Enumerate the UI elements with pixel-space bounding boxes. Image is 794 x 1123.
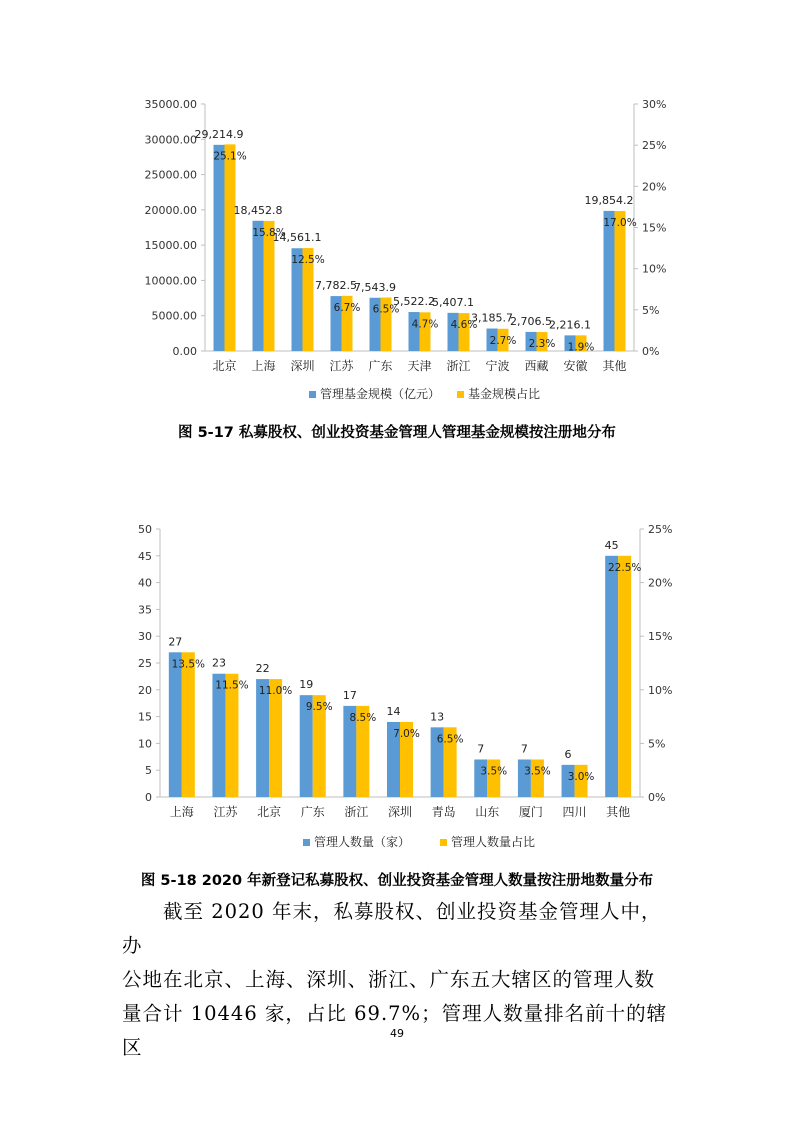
bar-value-label: 7	[477, 742, 485, 756]
bar-value-label: 19	[299, 678, 314, 692]
category-label: 其他	[602, 359, 627, 373]
bar-value-label: 7,543.9	[354, 280, 396, 294]
left-axis-tick-label: 10000.00	[144, 274, 197, 288]
category-label: 广东	[300, 805, 325, 819]
right-axis-tick-label: 30%	[642, 98, 667, 111]
left-axis-tick-label: 20000.00	[144, 203, 197, 217]
paragraph-line-2: 公地在北京、上海、深圳、浙江、广东五大辖区的管理人数	[122, 968, 656, 991]
figure-5-18-caption: 图 5-18 2020 年新登记私募股权、创业投资基金管理人数量按注册地数量分布	[140, 873, 654, 889]
category-label: 宁波	[485, 359, 510, 373]
right-axis-tick-label: 5%	[642, 303, 660, 317]
bar-value-label: 14,561.1	[272, 231, 322, 245]
category-label: 四川	[562, 805, 587, 819]
bar-primary	[605, 556, 618, 797]
bar-value-label: 7	[520, 742, 528, 756]
bar-share-label: 12.5%	[291, 254, 325, 267]
page-number: 49	[390, 1027, 404, 1040]
figure-5-17-caption: 图 5-17 私募股权、创业投资基金管理人管理基金规模按注册地分布	[178, 425, 616, 441]
right-axis-tick-label: 0%	[648, 791, 666, 804]
left-axis-tick-label: 50	[138, 523, 152, 536]
left-axis-tick-label: 25000.00	[144, 168, 197, 182]
category-label: 天津	[407, 359, 432, 373]
bar-value-label: 2,216.1	[549, 318, 591, 332]
bar-share-label: 2.7%	[489, 334, 517, 347]
right-axis-tick-label: 25%	[648, 523, 673, 536]
category-label: 西藏	[524, 359, 549, 373]
left-axis-tick-label: 20	[138, 683, 152, 697]
bar-share-label: 4.6%	[450, 319, 478, 332]
category-label: 安徽	[563, 359, 588, 373]
legend-swatch-primary	[303, 839, 310, 846]
bar-share-label: 4.7%	[411, 318, 439, 331]
bar-share-label: 15.8%	[252, 226, 286, 239]
bar-value-label: 2,706.5	[510, 314, 552, 328]
bar-value-label: 7,782.5	[315, 279, 357, 293]
bar-value-label: 6	[564, 747, 572, 761]
right-axis-tick-label: 20%	[648, 576, 673, 590]
bar-share-label: 11.5%	[215, 679, 249, 692]
bar-share-label: 25.1%	[213, 150, 247, 163]
category-label: 深圳	[387, 805, 413, 819]
category-label: 江苏	[213, 805, 238, 819]
bar-value-label: 5,407.1	[432, 295, 474, 309]
bar-share	[182, 652, 195, 797]
bar-share-label: 11.0%	[258, 685, 293, 698]
bar-primary	[212, 674, 225, 797]
left-axis-tick-label: 0.00	[172, 345, 197, 358]
right-axis-tick-label: 15%	[648, 630, 673, 644]
bar-share-label: 3.0%	[567, 770, 595, 783]
bar-value-label: 5,522.2	[393, 295, 435, 309]
right-axis-tick-label: 20%	[642, 180, 667, 194]
legend-label-share: 基金规模占比	[468, 387, 541, 401]
right-axis-tick-label: 0%	[642, 345, 660, 358]
bar-primary	[169, 652, 182, 797]
bar-share	[618, 556, 631, 797]
left-axis-tick-label: 15000.00	[144, 239, 197, 253]
bar-share-label: 22.5%	[608, 561, 642, 574]
left-axis-tick-label: 35	[138, 603, 152, 617]
left-axis-tick-label: 10	[138, 737, 152, 751]
left-axis-tick-label: 5000.00	[151, 309, 197, 323]
left-axis-tick-label: 25	[138, 657, 152, 670]
bar-share-label: 7.0%	[393, 727, 420, 740]
bar-value-label: 19,854.2	[584, 193, 634, 207]
legend-label-primary: 管理人数量（家）	[314, 835, 411, 849]
bar-share-label: 2.3%	[528, 338, 556, 351]
category-label: 厦门	[518, 805, 543, 819]
left-axis-tick-label: 40	[138, 576, 152, 590]
legend-label-share: 管理人数量占比	[451, 835, 536, 849]
bar-share	[225, 674, 238, 797]
left-axis-tick-label: 35000.00	[144, 98, 197, 111]
bar-value-label: 18,452.8	[233, 203, 283, 217]
left-axis-tick-label: 5	[145, 764, 152, 778]
right-axis-tick-label: 10%	[648, 683, 673, 697]
paragraph-line-3: 量合计 10446 家，占比 69.7%；管理人数量排名前十的辖区	[122, 1002, 668, 1059]
left-axis-tick-label: 30	[138, 630, 152, 644]
bar-value-label: 29,214.9	[194, 127, 244, 141]
bar-share-label: 3.5%	[524, 765, 551, 778]
legend-label-primary: 管理基金规模（亿元）	[320, 387, 441, 401]
category-label: 广东	[368, 359, 393, 373]
bar-value-label: 13	[430, 710, 445, 724]
legend-swatch-share	[440, 839, 447, 846]
bar-value-label: 23	[211, 656, 226, 670]
bar-value-label: 3,185.7	[471, 311, 513, 325]
category-label: 山东	[475, 805, 500, 819]
left-axis-tick-label: 30000.00	[144, 133, 197, 147]
bar-value-label: 17	[342, 688, 357, 702]
bar-share-label: 8.5%	[349, 711, 377, 724]
right-axis-tick-label: 10%	[642, 262, 667, 276]
right-axis-tick-label: 5%	[648, 737, 666, 751]
paragraph-line-1: 截至 2020 年末，私募股权、创业投资基金管理人中，办	[122, 900, 662, 957]
bar-share-label: 6.7%	[333, 301, 361, 314]
category-label: 江苏	[329, 359, 354, 373]
bar-share-label: 13.5%	[171, 658, 205, 671]
category-label: 浙江	[446, 359, 471, 373]
bar-value-label: 45	[604, 538, 619, 552]
left-axis-tick-label: 0	[145, 791, 152, 804]
left-axis-tick-label: 15	[138, 710, 152, 724]
bar-share-label: 6.5%	[372, 303, 400, 316]
category-label: 青岛	[431, 805, 456, 819]
category-label: 其他	[606, 805, 631, 819]
left-axis-tick-label: 45	[138, 549, 152, 563]
bar-share-label: 1.9%	[567, 341, 595, 354]
category-label: 深圳	[290, 359, 315, 373]
category-label: 北京	[212, 359, 237, 373]
category-label: 上海	[169, 805, 194, 819]
bar-value-label: 22	[255, 662, 270, 676]
bar-share-label: 3.5%	[480, 765, 508, 778]
right-axis-tick-label: 25%	[642, 139, 667, 153]
bar-value-label: 14	[386, 704, 401, 718]
category-label: 上海	[251, 359, 276, 373]
bar-share-label: 9.5%	[305, 701, 333, 714]
bar-share-label: 6.5%	[436, 733, 464, 746]
bar-share-label: 17.0%	[603, 217, 637, 230]
bar-value-label: 27	[168, 635, 183, 649]
category-label: 浙江	[344, 805, 369, 819]
right-axis-tick-label: 15%	[642, 221, 667, 235]
category-label: 北京	[257, 805, 282, 819]
